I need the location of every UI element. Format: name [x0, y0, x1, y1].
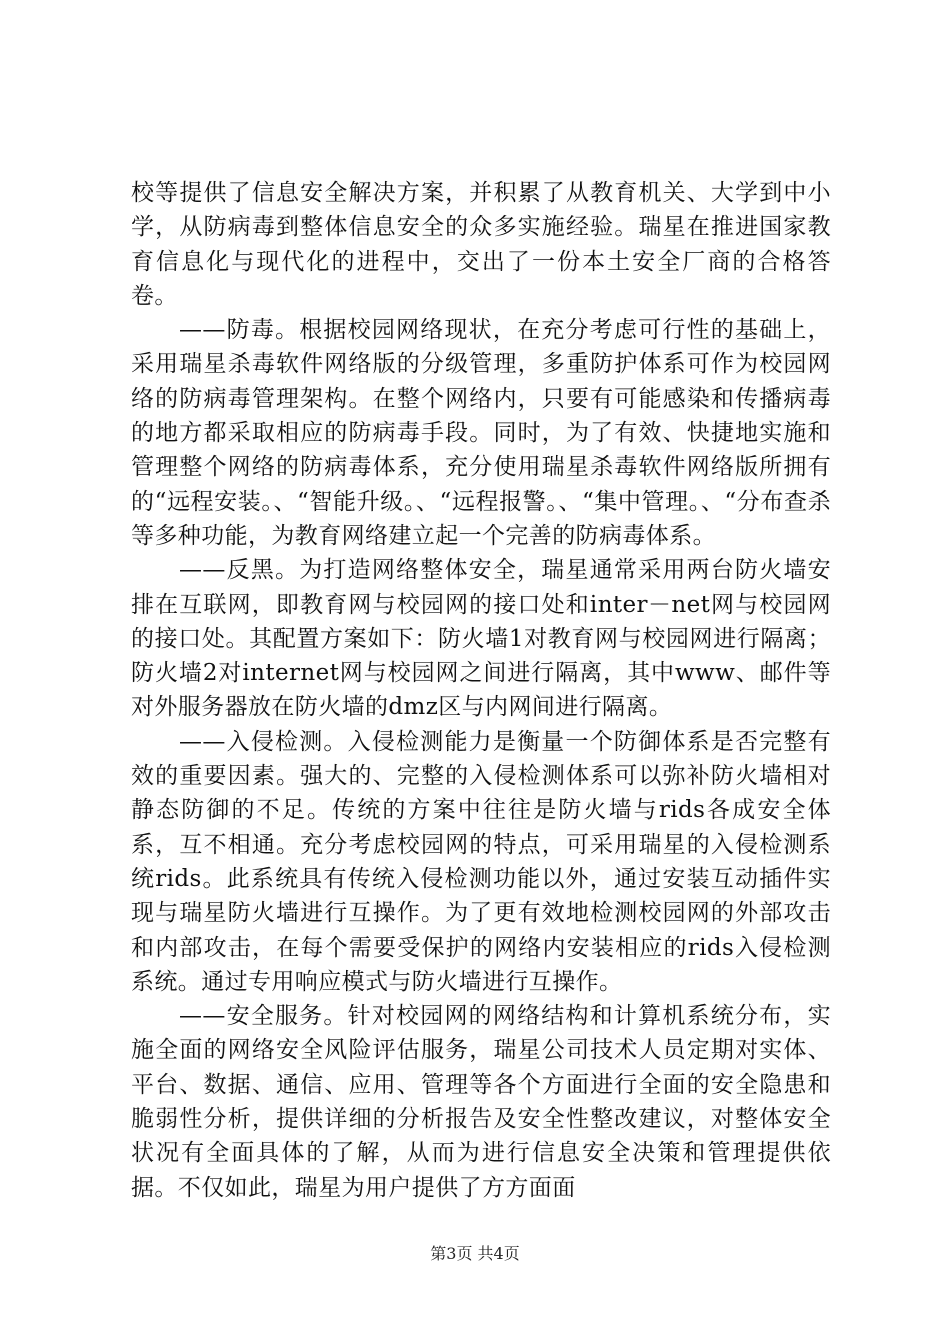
page-number: 第3页 共4页 — [430, 1244, 520, 1263]
paragraph-anti-hacking: ——反黑。为打造网络整体安全，瑞星通常采用两台防火墙安排在互联网，即教育网与校园网的接口处和inter－net网与校园网的接口处。其配置方案如下：防火墙1对教育网与校园网进行隔离；防火墙2对internet网与校园网之间进行隔离，其中www、邮件等对外服务器放在防火墙的dmz区与内网间进行隔离。 — [131, 557, 831, 721]
paragraph-continuation: 校等提供了信息安全解决方案，并积累了从教育机关、大学到中小学，从防病毒到整体信息安全的众多实施经验。瑞星在推进国家教育信息化与现代化的进程中，交出了一份本土安全厂商的合格答卷。 — [131, 180, 831, 309]
paragraph-security-service: ——安全服务。针对校园网的网络结构和计算机系统分布，实施全面的网络安全风险评估服务，瑞星公司技术人员定期对实体、平台、数据、通信、应用、管理等各个方面进行全面的安全隐患和脆弱性分析，提供详细的分析报告及安全性整改建议，对整体安全状况有全面具体的了解，从而为进行信息安全决策和管理提供依据。不仅如此，瑞星为用户提供了方方面面 — [131, 1003, 831, 1201]
paragraph-antivirus: ——防毒。根据校园网络现状，在充分考虑可行性的基础上，采用瑞星杀毒软件网络版的分级管理，多重防护体系可作为校园网络的防病毒管理架构。在整个网络内，只要有可能感染和传播病毒的地方都采取相应的防病毒手段。同时，为了有效、快捷地实施和管理整个网络的防病毒体系，充分使用瑞星杀毒软件网络版所拥有的“远程安装。、“智能升级。、“远程报警。、“集中管理。、“分布查杀等多种功能，为教育网络建立起一个完善的防病毒体系。 — [131, 317, 831, 549]
body-text — [131, 176, 831, 1205]
page-footer — [0, 1244, 950, 1264]
paragraph-intrusion-detection: ——入侵检测。入侵检测能力是衡量一个防御体系是否完整有效的重要因素。强大的、完整的入侵检测体系可以弥补防火墙相对静态防御的不足。传统的方案中往往是防火墙与rids各成安全体系，互不相通。充分考虑校园网的特点，可采用瑞星的入侵检测系统rids。此系统具有传统入侵检测功能以外，通过安装互动插件实现与瑞星防火墙进行互操作。为了更有效地检测校园网的外部攻击和内部攻击，在每个需要受保护的网络内安装相应的rids入侵检测系统。通过专用响应模式与防火墙进行互操作。 — [131, 728, 831, 995]
